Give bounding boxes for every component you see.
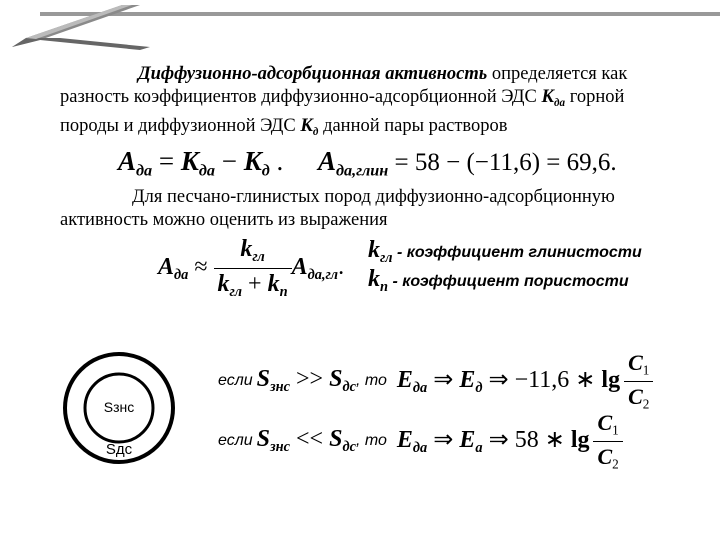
definition-clay-coefficient: $k_{гл}$ - коэффициент глинистости: [368, 237, 642, 267]
outer-circle-label: Sдс: [105, 441, 133, 458]
fraction-c1-c2: $\frac{C_1}{C_2}$: [624, 350, 653, 412]
formula-activity-example: $A_{да,глин} = 58 - (-11,6) = 69,6$.: [318, 146, 617, 180]
inner-circle-label: Sзнс: [103, 399, 135, 415]
estimate-paragraph: Для песчано-глинистых пород диффузионно-адсорбционную активность можно оценить из выражения: [60, 187, 615, 230]
fraction-c1-c2: $\frac{C_1}{C_2}$: [593, 410, 622, 472]
symbol-k-da: $К_{да}$: [541, 87, 566, 109]
fraction-clay-ratio: $\frac{k_{гл}}{k_{гл} + k_п}$: [214, 236, 292, 301]
header-swoosh-logo: [0, 0, 720, 60]
condition-row-2: если $S_{знс} << S_{дс}$, то $E_{да}$ ⇒ $E_а$ ⇒ 58 ∗ lg $\frac{C_1}{C_2}$: [218, 410, 623, 472]
intro-paragraph: Диффузионно-адсорбционная активность определяется как разность коэффициентов диффузионно-адсорбционной ЭДС $К_{да}$ горной породы и диффузионной ЭДС $К_д$ данной пары растворов: [60, 64, 628, 138]
concentric-circles-diagram: [60, 344, 180, 474]
symbol-k-d: $К_д$: [300, 115, 319, 138]
condition-row-1: если $S_{знс} >> S_{дс}$, то $E_{да}$ ⇒ $E_д$ ⇒ −11,6 ∗ lg $\frac{C_1}{C_2}$: [218, 350, 653, 412]
definition-porosity-coefficient: $k_п$ - коэффициент пористости: [368, 266, 629, 296]
term-emphasis: Диффузионно-адсорбционная активность: [138, 64, 488, 84]
formula-activity-estimate: $A_{да}$ ≈ $\frac{k_{гл}}{k_{гл} + k_п}$ $A_{да,гл}$.: [158, 236, 345, 301]
formula-activity-definition: $A_{да} = K_{да} - K_д$ .: [118, 146, 284, 180]
